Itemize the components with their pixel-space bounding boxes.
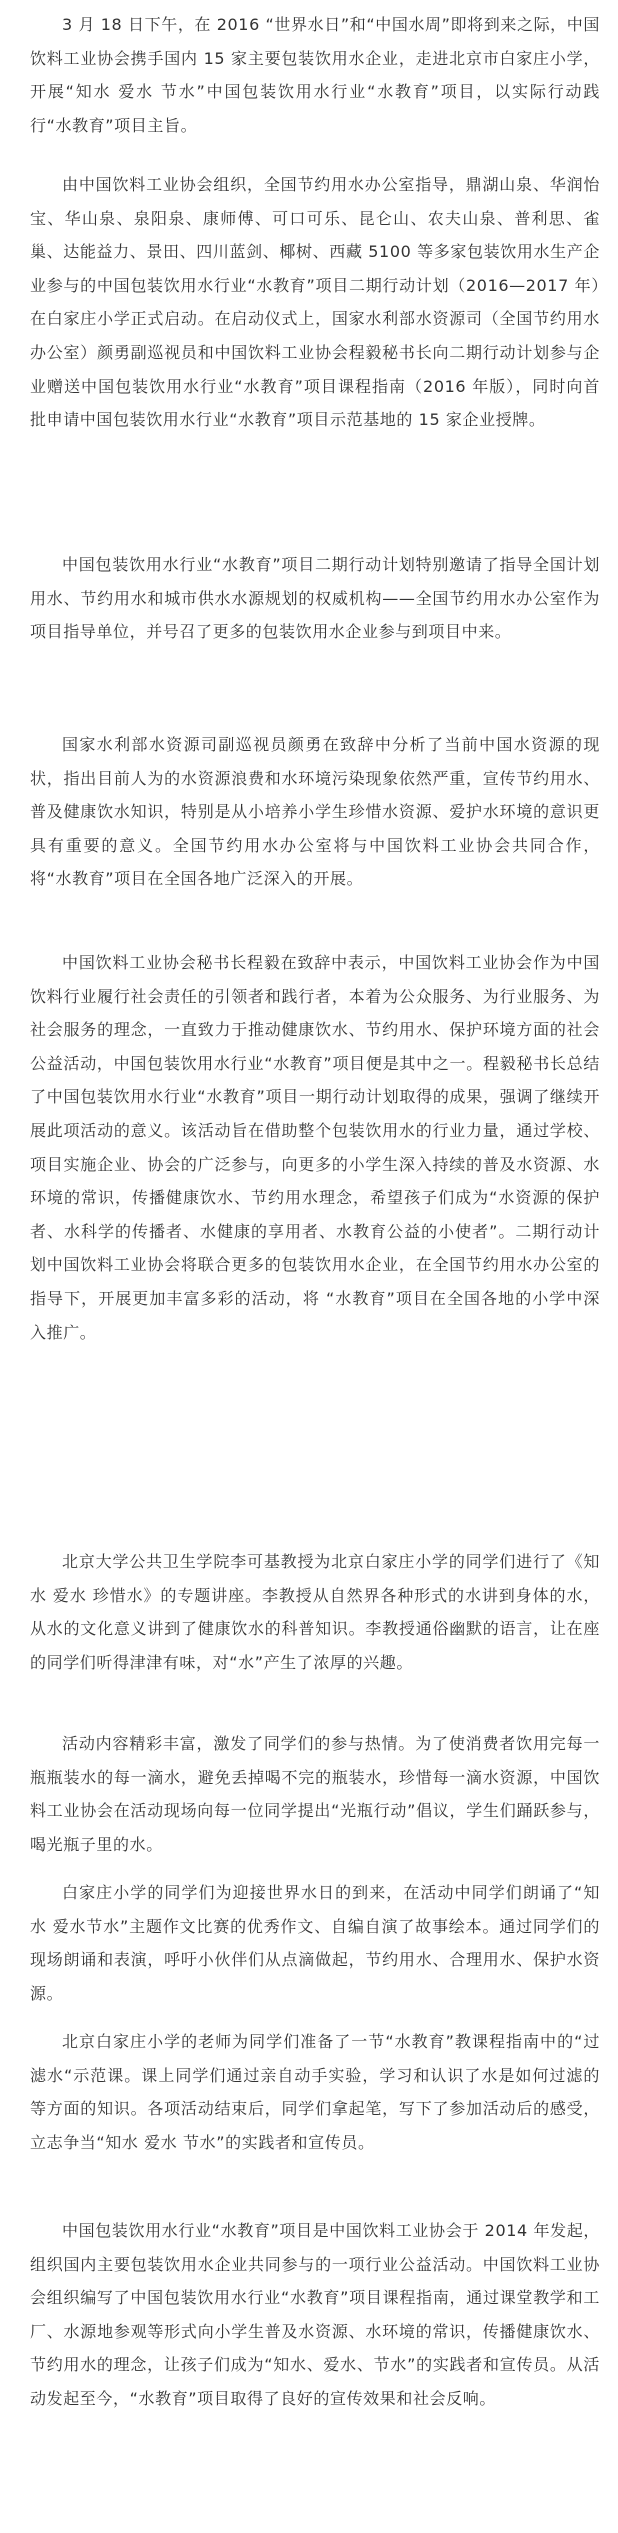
paragraph-empty-bottle-action: 活动内容精彩丰富，激发了同学们的参与热情。为了使消费者饮用完每一瓶瓶装水的每一滴水，避免丢掉喝不完的瓶装水，珍惜每一滴水资源，中国饮料工业协会在活动现场向每一位同学提出“光瓶行动”倡议，学生们踊跃参与，喝光瓶子里的水。 bbox=[30, 1734, 600, 1854]
paragraph-lecture: 北京大学公共卫生学院李可基教授为北京白家庄小学的同学们进行了《知水 爱水 珍惜水》的专题讲座。李教授从自然界各种形式的水讲到身体的水，从水的文化意义讲到了健康饮水的科普知识。李教授通俗幽默的语言，让在座的同学们听得津津有味，对“水”产生了浓厚的兴趣。 bbox=[30, 1552, 600, 1672]
paragraph-demo-class: 北京白家庄小学的老师为同学们准备了一节“水教育”教课程指南中的“过滤水“示范课。课上同学们通过亲自动手实验，学习和认识了水是如何过滤的等方面的知识。各项活动结束后，同学们拿起笔，写下了参加活动后的感受，立志争当“知水 爱水 节水”的实践者和宣传员。 bbox=[30, 2032, 600, 2152]
paragraph-launch-ceremony: 由中国饮料工业协会组织，全国节约用水办公室指导，鼎湖山泉、华润怡宝、华山泉、泉阳泉、康师傅、可口可乐、昆仑山、农夫山泉、普利思、雀巢、达能益力、景田、四川蓝剑、椰树、西藏 5100 等多家包装饮用水生产企业参与的中国包装饮用水行业“水教育”项目二期行动计划（2016—2017 年）在白家庄小学正式启动。在启动仪式上，国家水利部水资源司（全国节约用水办公室）颜勇副巡视员和中国饮料工业协会程毅秘书长向二期行动计划参与企业赠送中国包装饮用水行业“水教育”项目课程指南（2016 年版），同时向首批申请中国包装饮用水行业“水教育”项目示范基地的 15 家企业授牌。 bbox=[30, 175, 600, 430]
paragraph-ministry-speech: 国家水利部水资源司副巡视员颜勇在致辞中分析了当前中国水资源的现状，指出目前人为的水资源浪费和水环境污染现象依然严重，宣传节约用水、普及健康饮水知识，特别是从小培养小学生珍惜水资源、爱护水环境的意识更具有重要的意义。全国节约用水办公室将与中国饮料工业协会共同合作，将“水教育”项目在全国各地广泛深入的开展。 bbox=[30, 735, 600, 889]
paragraph-association-speech: 中国饮料工业协会秘书长程毅在致辞中表示，中国饮料工业协会作为中国饮料行业履行社会责任的引领者和践行者，本着为公众服务、为行业服务、为社会服务的理念，一直致力于推动健康饮水、节约用水、保护环境方面的社会公益活动，中国包装饮用水行业“水教育”项目便是其中之一。程毅秘书长总结了中国包装饮用水行业“水教育”项目一期行动计划取得的成果，强调了继续开展此项活动的意义。该活动旨在借助整个包装饮用水的行业力量，通过学校、项目实施企业、协会的广泛参与，向更多的小学生深入持续的普及水资源、水环境的常识，传播健康饮水、节约用水理念，希望孩子们成为“水资源的保护者、水科学的传播者、水健康的享用者、水教育公益的小使者”。二期行动计划中国饮料工业协会将联合更多的包装饮用水企业，在全国节约用水办公室的指导下，开展更加丰富多彩的活动，将 “水教育”项目在全国各地的小学中深入推广。 bbox=[30, 953, 600, 1342]
paragraph-project-background: 中国包装饮用水行业“水教育”项目是中国饮料工业协会于 2014 年发起，组织国内主要包装饮用水企业共同参与的一项行业公益活动。中国饮料工业协会组织编写了中国包装饮用水行业“水教育”项目课程指南，通过课堂教学和工厂、水源地参观等形式向小学生普及水资源、水环境的常识，传播健康饮水、节约用水的理念，让孩子们成为“知水、爱水、节水”的实践者和宣传员。从活动发起至今，“水教育”项目取得了良好的宣传效果和社会反响。 bbox=[30, 2221, 600, 2408]
paragraph-student-recital: 白家庄小学的同学们为迎接世界水日的到来，在活动中同学们朗诵了“知水 爱水节水”主题作文比赛的优秀作文、自编自演了故事绘本。通过同学们的现场朗诵和表演，呼吁小伙伴们从点滴做起，节约用水、合理用水、保护水资源。 bbox=[30, 1883, 600, 2003]
paragraph-guiding-unit: 中国包装饮用水行业“水教育”项目二期行动计划特别邀请了指导全国计划用水、节约用水和城市供水水源规划的权威机构——全国节约用水办公室作为项目指导单位，并号召了更多的包装饮用水企业参与到项目中来。 bbox=[30, 555, 600, 642]
paragraph-event-intro: 3 月 18 日下午，在 2016 “世界水日”和“中国水周”即将到来之际，中国饮料工业协会携手国内 15 家主要包装饮用水企业，走进北京市白家庄小学，开展“知水 爱水 节水”中国包装饮用水行业“水教育”项目，以实际行动践行“水教育”项目主旨。 bbox=[30, 15, 600, 135]
